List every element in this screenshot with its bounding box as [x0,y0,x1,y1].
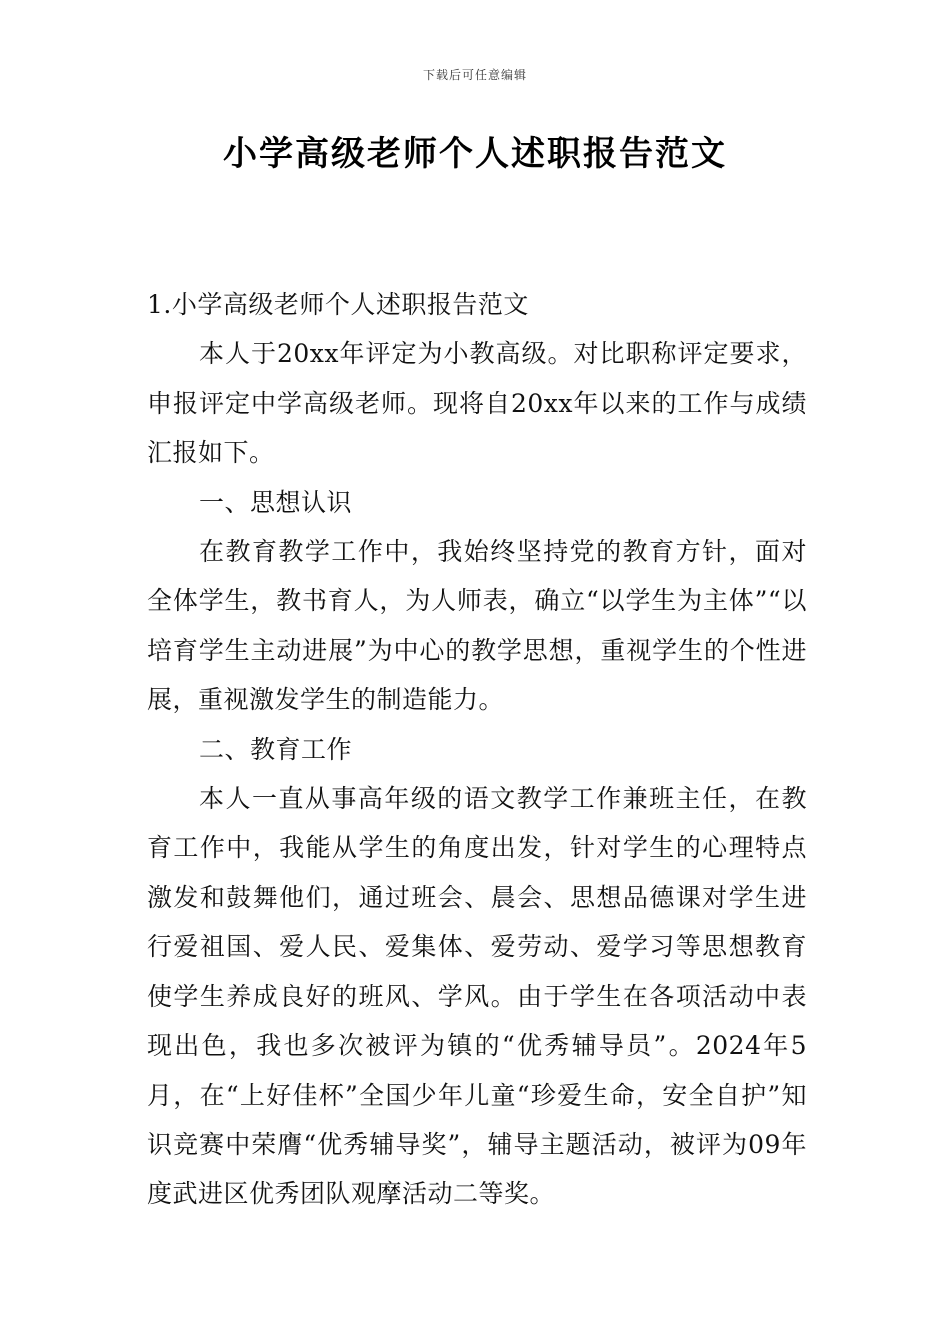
header-note: 下载后可任意编辑 [422,68,527,82]
ideology-paragraph: 在教育教学工作中，我始终坚持党的教育方针，面对全体学生，教书育人，为人师表，确立“以学生为主体”“以培育学生主动进展”为中心的教学思想，重视学生的个性进展，重视激发学生的制造能力。 [147,537,807,715]
intro-paragraph: 本人于20xx年评定为小教高级。对比职称评定要求，申报评定中学高级老师。现将自20xx年以来的工作与成绩汇报如下。 [147,339,807,468]
education-paragraph: 本人一直从事高年级的语文教学工作兼班主任，在教育工作中，我能从学生的角度出发，针对学生的心理特点激发和鼓舞他们，通过班会、晨会、思想品德课对学生进行爱祖国、爱人民、爱集体、爱劳动、爱学习等思想教育使学生养成良好的班风、学风。由于学生在各项活动中表现出色，我也多次被评为镇的“优秀辅导员”。2024年5月，在“上好佳杯”全国少年儿童“珍爱生命，安全自护”知识竞赛中荣膺“优秀辅导奖”，辅导主题活动，被评为09年度武进区优秀团队观摩活动二等奖。 [147,784,807,1209]
document-title: 小学高级老师个人述职报告范文 [223,134,727,174]
section-heading-education: 二、教育工作 [199,734,353,764]
document-body [147,280,807,1219]
section-heading-numbered: 1.小学高级老师个人述职报告范文 [147,290,529,319]
section-heading-ideology: 一、思想认识 [199,487,353,517]
